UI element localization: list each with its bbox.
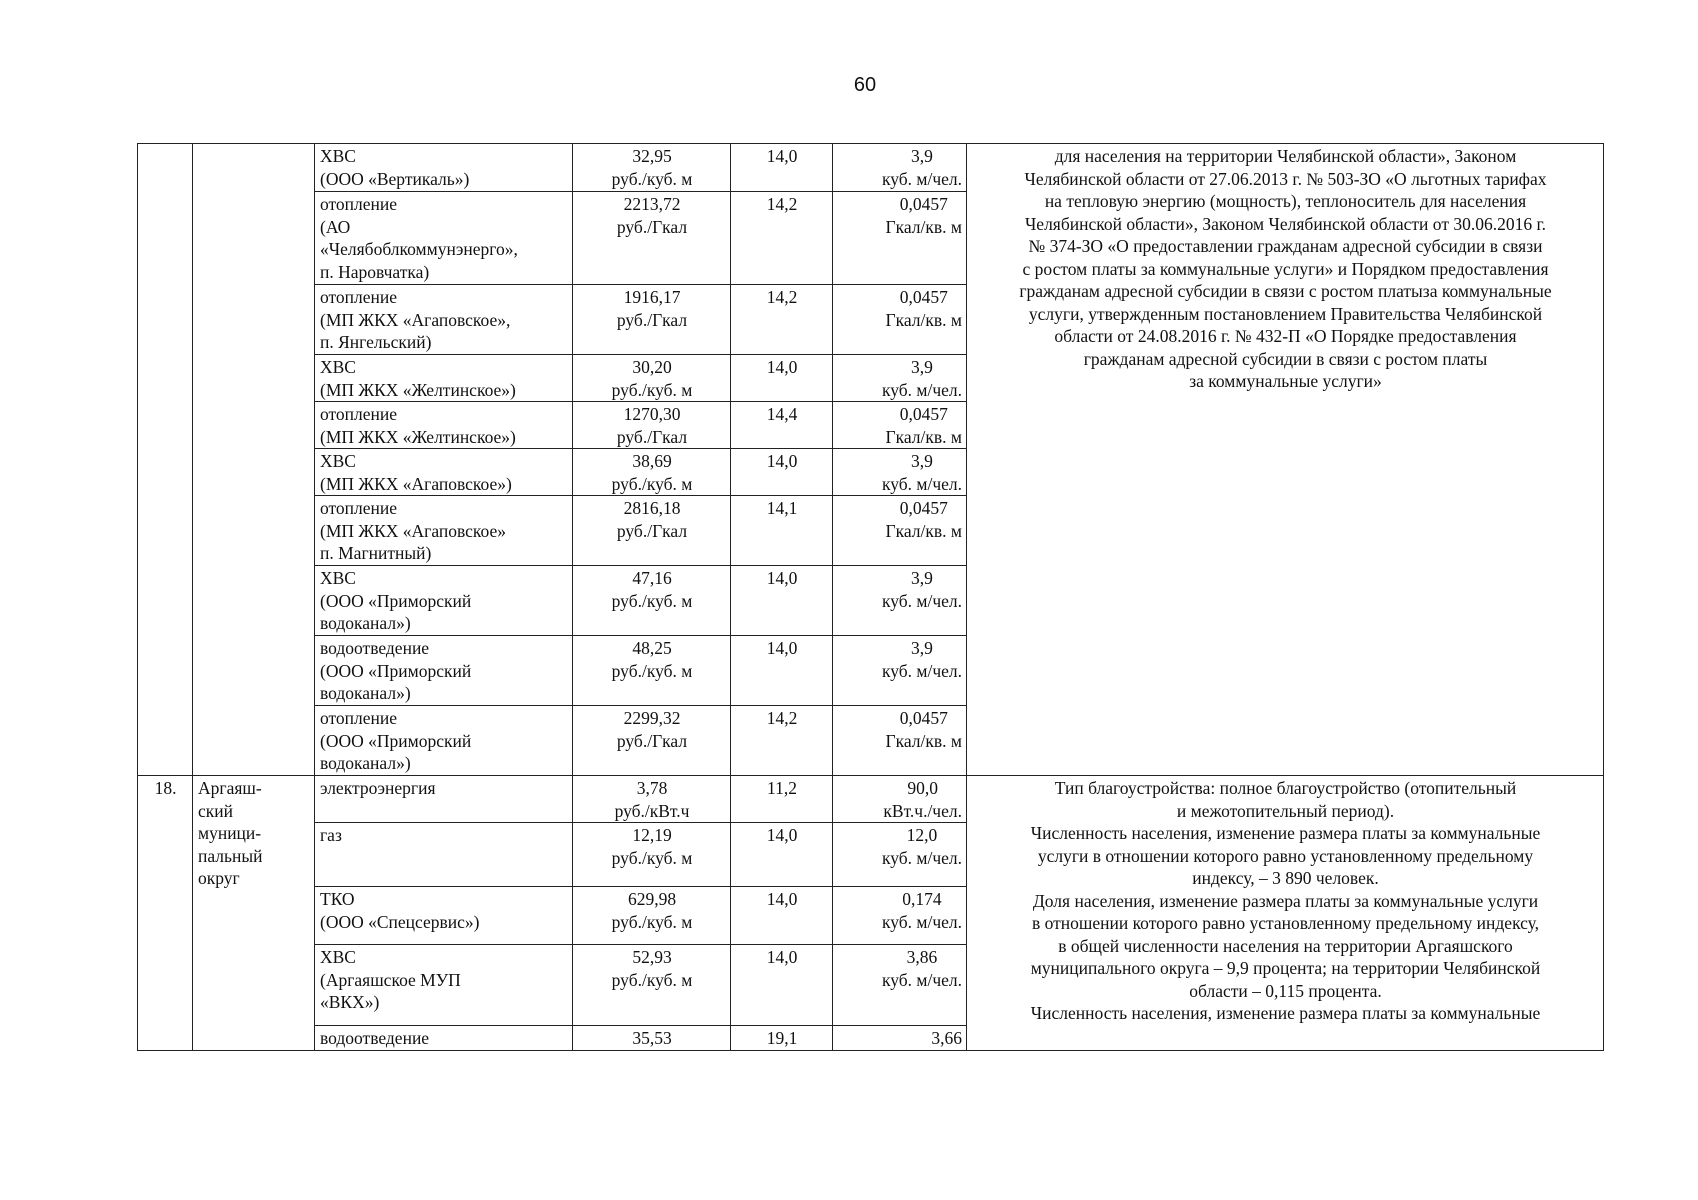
note-line: на тепловую энергию (мощность), теплоноситель для населения (1044, 191, 1527, 211)
row-number-cell (138, 144, 193, 776)
note-line: в отношении которого равно установленному предельному индексу, (1031, 913, 1540, 933)
service-cell: отопление (ООО «Приморский водоканал») (315, 706, 573, 776)
norm-cell (833, 192, 967, 285)
index-cell: 14,0 (731, 636, 833, 706)
tariff-table (137, 143, 1604, 1051)
page-number: 60 (853, 74, 877, 96)
service-cell: отопление (АО «Челябоблкоммунэнерго», п. Наровчатка) (315, 192, 573, 285)
norm-value: 3,9 куб. м/чел. (881, 568, 962, 611)
note-cell (967, 144, 1604, 776)
note-line: услуги, утвержденным постановлением Правительства Челябинской (1028, 303, 1543, 324)
service-cell: ХВС (Аргаяшское МУП «ВКХ») (315, 945, 573, 1026)
municipality-line: ский (198, 800, 233, 821)
index-cell: 14,0 (731, 823, 833, 887)
tariff-cell: 32,95 руб./куб. м (573, 144, 731, 192)
tariff-cell: 38,69 руб./куб. м (573, 449, 731, 496)
service-cell: отопление (МП ЖКХ «Агаповское», п. Янгельский) (315, 285, 573, 355)
table-row (138, 776, 1604, 823)
norm-value: 12,0 куб. м/чел. (881, 825, 962, 868)
note-line: области от 24.08.2016 г. № 432-П «О Порядке предоставления (1054, 326, 1517, 346)
norm-value: 3,9 куб. м/чел. (881, 451, 962, 494)
norm-value: 3,86 куб. м/чел. (881, 947, 962, 990)
tariff-cell: 48,25 руб./куб. м (573, 636, 731, 706)
municipality-line: Аргаяш- (198, 778, 262, 798)
index-cell: 14,2 (731, 706, 833, 776)
norm-value: 0,0457 Гкал/кв. м (885, 287, 962, 330)
service-cell: отопление (МП ЖКХ «Желтинское») (315, 402, 573, 449)
note-line: и межотопительный период). (1176, 800, 1395, 821)
index-cell: 14,4 (731, 402, 833, 449)
tariff-cell: 2213,72 руб./Гкал (573, 192, 731, 285)
row-number-cell: 18. (138, 776, 193, 1051)
norm-cell (833, 636, 967, 706)
norm-cell (833, 1026, 967, 1051)
note-line: для населения на территории Челябинской области», Законом (1054, 146, 1517, 166)
tariff-cell: 1270,30 руб./Гкал (573, 402, 731, 449)
service-cell: водоотведение (315, 1026, 573, 1051)
norm-cell (833, 496, 967, 566)
note-line: индексу, – 3 890 человек. (1192, 868, 1379, 888)
note-line: Тип благоустройства: полное благоустройство (отопительный (1054, 778, 1517, 798)
norm-value: 0,0457 Гкал/кв. м (885, 498, 962, 541)
service-cell: ХВС (МП ЖКХ «Желтинское») (315, 355, 573, 402)
tariff-cell: 47,16 руб./куб. м (573, 566, 731, 636)
index-cell: 14,0 (731, 144, 833, 192)
norm-value: 0,174 куб. м/чел. (881, 889, 962, 932)
index-cell: 19,1 (731, 1026, 833, 1051)
municipality-line: округ (198, 868, 240, 888)
norm-cell (833, 776, 967, 823)
index-cell: 11,2 (731, 776, 833, 823)
norm-cell (833, 823, 967, 887)
note-line: гражданам адресной субсидии в связи с ростом платыза коммунальные (1019, 281, 1552, 301)
service-cell: ХВС (ООО «Вертикаль») (315, 144, 573, 192)
tariff-cell: 30,20 руб./куб. м (573, 355, 731, 402)
norm-value: 3,9 куб. м/чел. (881, 146, 962, 189)
norm-value: 3,66 (931, 1028, 962, 1048)
municipality-line: пальный (198, 845, 263, 866)
tariff-cell: 3,78 руб./кВт.ч (573, 776, 731, 823)
service-cell: ХВС (ООО «Приморский водоканал») (315, 566, 573, 636)
tariff-cell: 2816,18 руб./Гкал (573, 496, 731, 566)
norm-value: 90,0 кВт.ч./чел. (883, 778, 962, 821)
norm-cell (833, 402, 967, 449)
index-cell: 14,0 (731, 355, 833, 402)
norm-cell (833, 355, 967, 402)
municipality-cell (193, 776, 315, 1051)
note-line: Челябинской области от 27.06.2013 г. № 503-ЗО «О льготных тарифах (1024, 168, 1547, 189)
service-cell: электроэнергия (315, 776, 573, 823)
index-cell: 14,0 (731, 566, 833, 636)
tariff-cell: 52,93 руб./куб. м (573, 945, 731, 1026)
norm-value: 3,9 куб. м/чел. (881, 357, 962, 400)
note-line: гражданам адресной субсидии в связи с ростом платы (1083, 348, 1488, 369)
service-cell: газ (315, 823, 573, 887)
norm-cell (833, 706, 967, 776)
norm-value: 0,0457 Гкал/кв. м (885, 708, 962, 751)
note-line: в общей численности населения на территории Аргаяшского (1058, 935, 1513, 956)
norm-cell (833, 887, 967, 945)
service-cell: водоотведение (ООО «Приморский водоканал») (315, 636, 573, 706)
index-cell: 14,0 (731, 887, 833, 945)
norm-cell (833, 945, 967, 1026)
tariff-cell: 629,98 руб./куб. м (573, 887, 731, 945)
norm-value: 3,9 куб. м/чел. (881, 638, 962, 681)
service-cell: ХВС (МП ЖКХ «Агаповское») (315, 449, 573, 496)
table-row (138, 144, 1604, 192)
norm-cell (833, 285, 967, 355)
note-line: услуги в отношении которого равно установленному предельному (1037, 845, 1534, 866)
note-line: Доля населения, изменение размера платы за коммунальные услуги (1032, 890, 1539, 911)
tariff-cell: 35,53 (573, 1026, 731, 1051)
note-line: с ростом платы за коммунальные услуги» и Порядком предоставления (1022, 258, 1549, 279)
note-cell (967, 776, 1604, 1051)
index-cell: 14,1 (731, 496, 833, 566)
service-cell: ТКО (ООО «Спецсервис») (315, 887, 573, 945)
norm-cell (833, 144, 967, 192)
municipality-line: муници- (198, 823, 262, 843)
note-line: № 374-ЗО «О предоставлении гражданам адресной субсидии в связи (1028, 236, 1543, 256)
tariff-cell: 2299,32 руб./Гкал (573, 706, 731, 776)
tariff-cell: 1916,17 руб./Гкал (573, 285, 731, 355)
norm-value: 0,0457 Гкал/кв. м (885, 194, 962, 237)
index-cell: 14,2 (731, 285, 833, 355)
note-line: за коммунальные услуги» (1189, 371, 1382, 391)
index-cell: 14,0 (731, 449, 833, 496)
note-line: муниципального округа – 9,9 процента; на территории Челябинской (1030, 958, 1541, 978)
municipality-cell (193, 144, 315, 776)
note-line: области – 0,115 процента. (1189, 980, 1382, 1001)
norm-value: 0,0457 Гкал/кв. м (885, 404, 962, 447)
tariff-cell: 12,19 руб./куб. м (573, 823, 731, 887)
norm-cell (833, 566, 967, 636)
index-cell: 14,0 (731, 945, 833, 1026)
index-cell: 14,2 (731, 192, 833, 285)
note-line: Челябинской области», Законом Челябинской области от 30.06.2016 г. (1024, 213, 1547, 234)
note-line: Численность населения, изменение размера платы за коммунальные (1030, 823, 1541, 843)
norm-cell (833, 449, 967, 496)
service-cell: отопление (МП ЖКХ «Агаповское» п. Магнитный) (315, 496, 573, 566)
note-line: Численность населения, изменение размера платы за коммунальные (1030, 1003, 1541, 1023)
